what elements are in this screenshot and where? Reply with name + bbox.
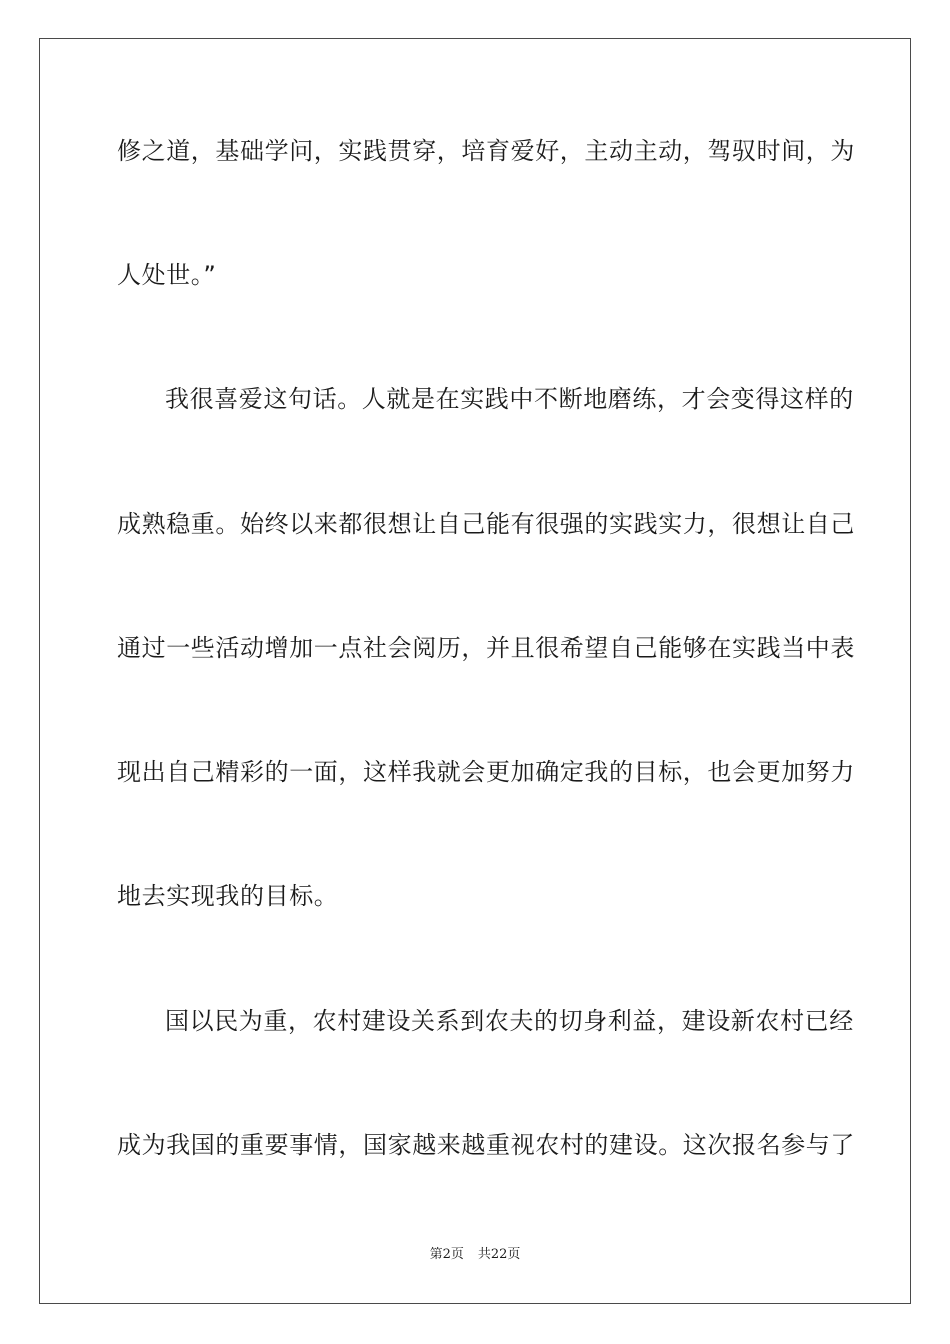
text-line: 修之道，基础学问，实践贯穿，培育爱好，主动主动，驾驭时间，为	[117, 137, 855, 165]
text-line: 成为我国的重要事情，国家越来越重视农村的建设。这次报名参与了	[117, 1131, 855, 1159]
paragraph-first-line: 我很喜爱这句话。人就是在实践中不断地磨练，才会变得这样的	[165, 385, 854, 413]
paragraph-first-line: 国以民为重，农村建设关系到农夫的切身利益，建设新农村已经	[165, 1007, 854, 1035]
page-number: 第2页	[429, 1247, 464, 1262]
page-total: 共22页	[477, 1247, 521, 1262]
text-line: 地去实现我的目标。	[117, 882, 339, 910]
page-frame	[39, 38, 911, 1304]
text-line: 现出自己精彩的一面，这样我就会更加确定我的目标，也会更加努力	[117, 758, 855, 786]
text-line: 人处世。”	[117, 261, 217, 289]
text-line: 通过一些活动增加一点社会阅历，并且很希望自己能够在实践当中表	[117, 634, 855, 662]
text-line: 成熟稳重。始终以来都很想让自己能有很强的实践实力，很想让自己	[117, 510, 855, 538]
page-footer	[0, 1246, 950, 1264]
